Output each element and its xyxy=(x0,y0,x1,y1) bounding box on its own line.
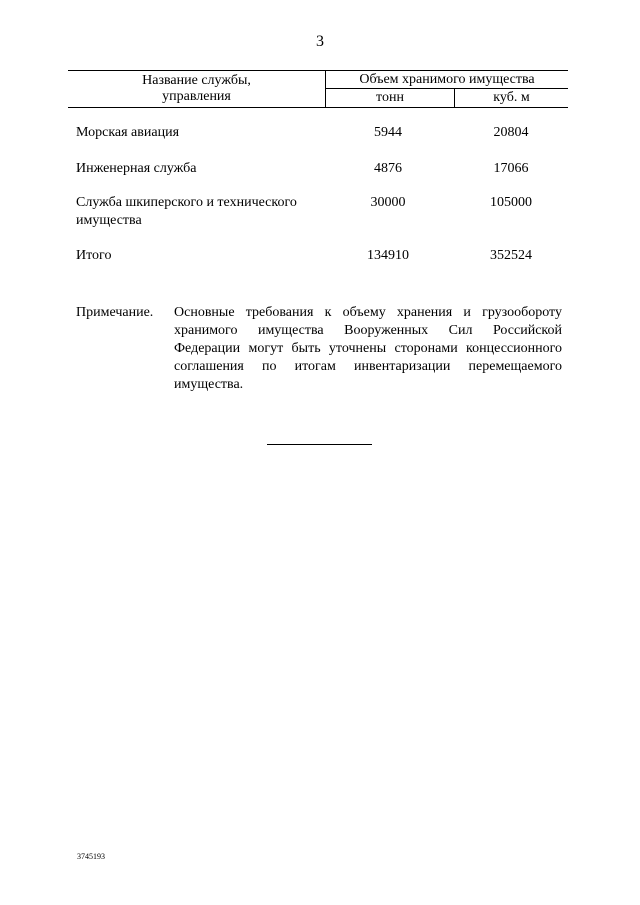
end-divider-line xyxy=(267,444,372,445)
note-label: Примечание. xyxy=(76,305,154,320)
row-tons: 4876 xyxy=(374,161,402,176)
row-cubic: 352524 xyxy=(490,248,532,263)
storage-table xyxy=(68,70,568,108)
note-text: Основные требования к объему хранения и грузообороту хранимого имущества Вооруженных Сил Российской Федерации могут быть уточнены сторонами концессионного соглашения по итогам инвентаризации перемещаемого имущества. xyxy=(174,305,562,392)
row-cubic: 17066 xyxy=(493,161,529,176)
row-name: Инженерная служба xyxy=(76,161,197,176)
document-code: 3745193 xyxy=(77,852,105,861)
row-cubic: 20804 xyxy=(493,125,529,140)
row-tons: 5944 xyxy=(374,125,402,140)
header-service-name xyxy=(68,71,325,107)
row-tons: 134910 xyxy=(367,248,409,263)
row-tons: 30000 xyxy=(370,195,406,210)
page-number: 3 xyxy=(316,33,324,50)
row-name: Морская авиация xyxy=(76,125,180,140)
row-name: Итого xyxy=(76,248,112,263)
header-tons: тонн xyxy=(376,90,404,105)
header-group-volume: Объем хранимого имущества xyxy=(326,71,568,89)
header-cubic-m: куб. м xyxy=(493,90,530,105)
header-service-name-text: Название службы, управления xyxy=(142,73,251,104)
table-header xyxy=(68,70,568,108)
row-cubic: 105000 xyxy=(490,195,532,210)
row-name: Служба шкиперского и технического имущества xyxy=(76,195,297,228)
